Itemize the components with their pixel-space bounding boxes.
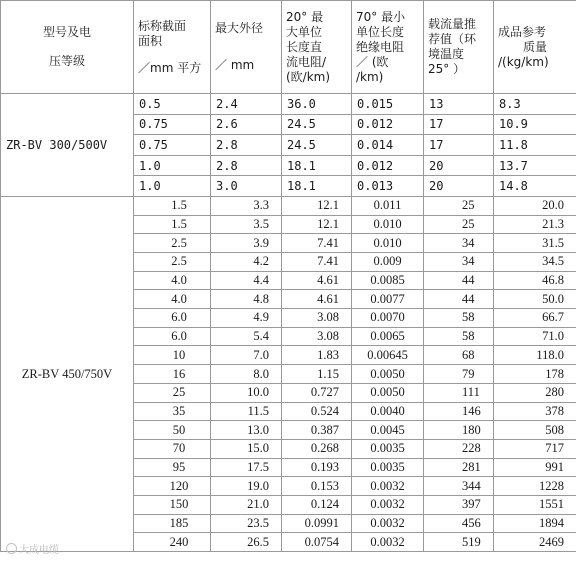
- diameter-cell: 7.0: [211, 346, 282, 365]
- resistance-cell: 36.0: [282, 94, 352, 115]
- current-cell: 146: [424, 402, 494, 421]
- weight-cell: 1551: [494, 495, 576, 514]
- header-insulation-line5: /km): [356, 69, 384, 84]
- diameter-cell: 15.0: [211, 439, 282, 458]
- header-insulation-line3: 绝缘电阻: [356, 39, 405, 54]
- area-cell: 185: [134, 514, 211, 533]
- insulation-cell: 0.010: [352, 234, 424, 253]
- current-cell: 34: [424, 253, 494, 272]
- area-cell: 95: [134, 458, 211, 477]
- weight-cell: 8.3: [494, 94, 576, 115]
- resistance-cell: 1.83: [282, 346, 352, 365]
- area-cell: 35: [134, 402, 211, 421]
- header-weight-line2: 质量: [522, 39, 547, 54]
- resistance-cell: 24.5: [282, 135, 352, 156]
- insulation-cell: 0.0077: [352, 290, 424, 309]
- header-resistance: [282, 1, 352, 94]
- area-cell: 1.5: [134, 215, 211, 234]
- weight-cell: 13.7: [494, 155, 576, 176]
- insulation-cell: 0.014: [352, 135, 424, 156]
- resistance-cell: 0.0754: [282, 533, 352, 552]
- insulation-cell: 0.0050: [352, 365, 424, 384]
- diameter-cell: 10.0: [211, 383, 282, 402]
- header-model: [1, 1, 134, 94]
- header-resistance-line4: 流电阻/: [286, 54, 327, 69]
- insulation-cell: 0.009: [352, 253, 424, 272]
- resistance-cell: 1.15: [282, 365, 352, 384]
- diameter-cell: 5.4: [211, 327, 282, 346]
- area-cell: 1.5: [134, 196, 211, 215]
- header-area-line1: 标称截面: [138, 18, 187, 33]
- current-cell: 58: [424, 327, 494, 346]
- current-cell: 79: [424, 365, 494, 384]
- resistance-cell: 12.1: [282, 196, 352, 215]
- current-cell: 228: [424, 439, 494, 458]
- insulation-cell: 0.011: [352, 196, 424, 215]
- diameter-cell: 2.6: [211, 114, 282, 135]
- current-cell: 25: [424, 215, 494, 234]
- insulation-cell: 0.012: [352, 114, 424, 135]
- weight-cell: 280: [494, 383, 576, 402]
- area-cell: 6.0: [134, 327, 211, 346]
- current-cell: 25: [424, 196, 494, 215]
- header-current-line2: 荐值（环: [428, 32, 477, 46]
- area-cell: 0.75: [134, 114, 211, 135]
- header-weight-line1: 成品参考: [498, 24, 547, 39]
- header-diameter-line2: ／ mm: [215, 58, 255, 72]
- resistance-cell: 0.268: [282, 439, 352, 458]
- resistance-cell: 3.08: [282, 327, 352, 346]
- header-diameter-line1: 最大外径: [215, 21, 264, 35]
- weight-cell: 34.5: [494, 253, 576, 272]
- watermark-text: 大成电缆: [19, 545, 59, 556]
- header-insulation-line4: ／ (欧: [356, 54, 389, 69]
- header-insulation: [352, 1, 424, 94]
- current-cell: 20: [424, 155, 494, 176]
- weight-cell: 178: [494, 365, 576, 384]
- weight-cell: 46.8: [494, 271, 576, 290]
- diameter-cell: 8.0: [211, 365, 282, 384]
- current-cell: 111: [424, 383, 494, 402]
- header-resistance-line1: 20° 最: [286, 9, 324, 24]
- area-cell: 240: [134, 533, 211, 552]
- current-cell: 44: [424, 290, 494, 309]
- table-row: [1, 196, 576, 215]
- weight-cell: 31.5: [494, 234, 576, 253]
- diameter-cell: 23.5: [211, 514, 282, 533]
- diameter-cell: 21.0: [211, 495, 282, 514]
- table-row: [1, 94, 576, 115]
- weight-cell: 1228: [494, 477, 576, 496]
- diameter-cell: 26.5: [211, 533, 282, 552]
- header-area-line2: 面积: [138, 33, 163, 48]
- insulation-cell: 0.0085: [352, 271, 424, 290]
- resistance-cell: 7.41: [282, 234, 352, 253]
- area-cell: 1.0: [134, 155, 211, 176]
- diameter-cell: 2.8: [211, 135, 282, 156]
- diameter-cell: 4.9: [211, 309, 282, 328]
- header-row: [1, 1, 576, 94]
- diameter-cell: 2.8: [211, 155, 282, 176]
- weight-cell: 717: [494, 439, 576, 458]
- insulation-cell: 0.0032: [352, 514, 424, 533]
- area-cell: 16: [134, 365, 211, 384]
- current-cell: 34: [424, 234, 494, 253]
- weight-cell: 508: [494, 421, 576, 440]
- header-insulation-line1: 70° 最小: [356, 9, 406, 24]
- weight-cell: 66.7: [494, 309, 576, 328]
- area-cell: 4.0: [134, 271, 211, 290]
- current-cell: 13: [424, 94, 494, 115]
- resistance-cell: 4.61: [282, 271, 352, 290]
- diameter-cell: 17.5: [211, 458, 282, 477]
- weight-cell: 50.0: [494, 290, 576, 309]
- resistance-cell: 18.1: [282, 176, 352, 197]
- insulation-cell: 0.0040: [352, 402, 424, 421]
- watermark: [6, 541, 59, 556]
- diameter-cell: 19.0: [211, 477, 282, 496]
- insulation-cell: 0.0032: [352, 495, 424, 514]
- header-weight: [494, 1, 576, 94]
- area-cell: 120: [134, 477, 211, 496]
- weight-cell: 71.0: [494, 327, 576, 346]
- header-current-line3: 境温度: [428, 47, 465, 61]
- diameter-cell: 3.9: [211, 234, 282, 253]
- current-cell: 344: [424, 477, 494, 496]
- area-cell: 2.5: [134, 253, 211, 272]
- area-cell: 0.5: [134, 94, 211, 115]
- resistance-cell: 0.153: [282, 477, 352, 496]
- area-cell: 25: [134, 383, 211, 402]
- insulation-cell: 0.0035: [352, 439, 424, 458]
- current-cell: 58: [424, 309, 494, 328]
- header-diameter: [211, 1, 282, 94]
- weight-cell: 20.0: [494, 196, 576, 215]
- current-cell: 281: [424, 458, 494, 477]
- insulation-cell: 0.0032: [352, 533, 424, 552]
- insulation-cell: 0.0032: [352, 477, 424, 496]
- diameter-cell: 4.2: [211, 253, 282, 272]
- area-cell: 4.0: [134, 290, 211, 309]
- resistance-cell: 12.1: [282, 215, 352, 234]
- area-cell: 50: [134, 421, 211, 440]
- area-cell: 150: [134, 495, 211, 514]
- current-cell: 456: [424, 514, 494, 533]
- diameter-cell: 2.4: [211, 94, 282, 115]
- area-cell: 6.0: [134, 309, 211, 328]
- current-cell: 68: [424, 346, 494, 365]
- header-area: [134, 1, 211, 94]
- area-cell: 10: [134, 346, 211, 365]
- diameter-cell: 3.3: [211, 196, 282, 215]
- diameter-cell: 3.5: [211, 215, 282, 234]
- header-current-line1: 载流量推: [428, 17, 477, 31]
- diameter-cell: 3.0: [211, 176, 282, 197]
- resistance-cell: 0.0991: [282, 514, 352, 533]
- header-weight-line3: /(kg/km): [498, 54, 549, 69]
- resistance-cell: 0.124: [282, 495, 352, 514]
- current-cell: 180: [424, 421, 494, 440]
- diameter-cell: 4.8: [211, 290, 282, 309]
- weight-cell: 991: [494, 458, 576, 477]
- resistance-cell: 0.193: [282, 458, 352, 477]
- voltage-class-label: ZR-BV 300/500V: [1, 94, 134, 197]
- insulation-cell: 0.012: [352, 155, 424, 176]
- voltage-class-label: ZR-BV 450/750V: [1, 196, 134, 551]
- insulation-cell: 0.0045: [352, 421, 424, 440]
- weight-cell: 11.8: [494, 135, 576, 156]
- weight-cell: 2469: [494, 533, 576, 552]
- resistance-cell: 24.5: [282, 114, 352, 135]
- diameter-cell: 11.5: [211, 402, 282, 421]
- diameter-cell: 13.0: [211, 421, 282, 440]
- resistance-cell: 3.08: [282, 309, 352, 328]
- header-resistance-line2: 大单位: [286, 24, 323, 39]
- weight-cell: 14.8: [494, 176, 576, 197]
- resistance-cell: 18.1: [282, 155, 352, 176]
- current-cell: 519: [424, 533, 494, 552]
- current-cell: 20: [424, 176, 494, 197]
- insulation-cell: 0.0070: [352, 309, 424, 328]
- insulation-cell: 0.00645: [352, 346, 424, 365]
- group-450-750v: [1, 196, 576, 551]
- weight-cell: 1894: [494, 514, 576, 533]
- current-cell: 17: [424, 135, 494, 156]
- header-model-line2: 压等级: [48, 54, 85, 68]
- header-current-line4: 25° ）: [428, 62, 466, 76]
- header-insulation-line2: 单位长度: [356, 24, 405, 39]
- current-cell: 44: [424, 271, 494, 290]
- header-area-line3: ／mm 平方: [138, 60, 202, 75]
- weight-cell: 378: [494, 402, 576, 421]
- resistance-cell: 4.61: [282, 290, 352, 309]
- header-resistance-line5: (欧/km): [286, 69, 331, 84]
- resistance-cell: 7.41: [282, 253, 352, 272]
- logo-circle-icon: [6, 543, 17, 554]
- insulation-cell: 0.0035: [352, 458, 424, 477]
- insulation-cell: 0.013: [352, 176, 424, 197]
- current-cell: 17: [424, 114, 494, 135]
- insulation-cell: 0.0065: [352, 327, 424, 346]
- group-300-500v: [1, 94, 576, 197]
- area-cell: 1.0: [134, 176, 211, 197]
- resistance-cell: 0.387: [282, 421, 352, 440]
- header-model-line1: 型号及电: [42, 25, 91, 39]
- insulation-cell: 0.015: [352, 94, 424, 115]
- header-current: [424, 1, 494, 94]
- insulation-cell: 0.0050: [352, 383, 424, 402]
- area-cell: 70: [134, 439, 211, 458]
- insulation-cell: 0.010: [352, 215, 424, 234]
- resistance-cell: 0.524: [282, 402, 352, 421]
- weight-cell: 21.3: [494, 215, 576, 234]
- weight-cell: 118.0: [494, 346, 576, 365]
- header-resistance-line3: 长度直: [286, 39, 323, 54]
- area-cell: 2.5: [134, 234, 211, 253]
- diameter-cell: 4.4: [211, 271, 282, 290]
- resistance-cell: 0.727: [282, 383, 352, 402]
- area-cell: 0.75: [134, 135, 211, 156]
- weight-cell: 10.9: [494, 114, 576, 135]
- current-cell: 397: [424, 495, 494, 514]
